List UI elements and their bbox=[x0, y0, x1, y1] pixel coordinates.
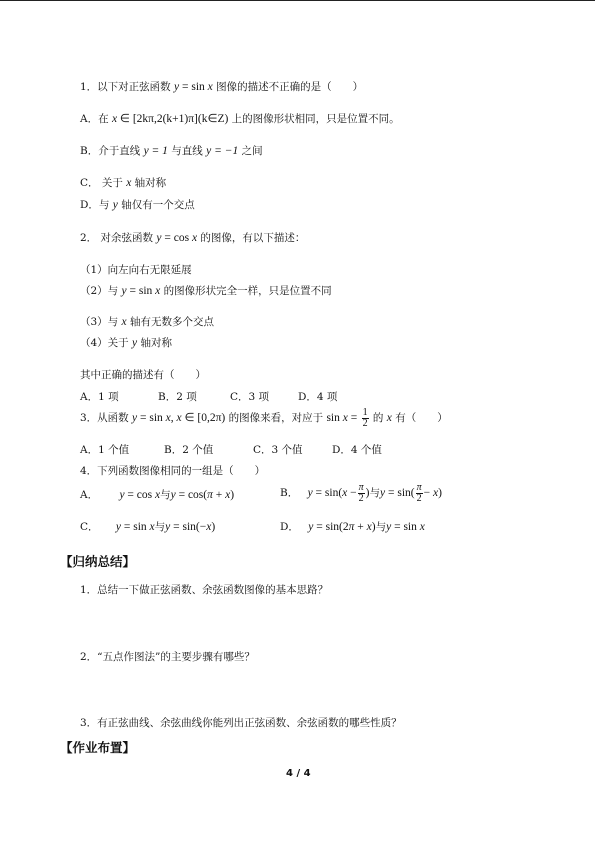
q3-stem-text-3: 的 bbox=[372, 412, 384, 424]
math-var: x bbox=[191, 232, 198, 244]
math-expr: y = 1 bbox=[143, 145, 168, 157]
item-text: （3）与 bbox=[80, 316, 119, 328]
q2-item-3 bbox=[80, 315, 214, 329]
q3-option-d: D．4 个值 bbox=[332, 444, 382, 456]
math-var: x bbox=[366, 521, 372, 533]
math-var: x bbox=[155, 285, 161, 297]
math-var: y bbox=[121, 285, 127, 297]
math-var: y bbox=[307, 487, 313, 499]
q2-question: 其中正确的描述有（ ） bbox=[80, 369, 206, 381]
option-label: B． bbox=[280, 487, 299, 499]
item-text: （4）关于 bbox=[80, 337, 129, 349]
math-const: π bbox=[348, 521, 355, 533]
q4-option-a: A． y = cos x与y = cos(π + x) bbox=[80, 489, 235, 501]
math-interval: [0,2π) bbox=[197, 412, 226, 424]
item-text: 轴有无数多个交点 bbox=[129, 316, 214, 328]
q1-option-b bbox=[80, 144, 263, 158]
page-number: 4 / 4 bbox=[286, 768, 311, 779]
math-var: x bbox=[121, 316, 127, 328]
math-var: y bbox=[119, 489, 125, 501]
q1-option-c bbox=[80, 176, 166, 190]
math-var: y bbox=[170, 489, 176, 501]
option-label: D．与 bbox=[80, 199, 110, 211]
math-var: x bbox=[126, 177, 132, 189]
summary-heading: 【归纳总结】 bbox=[60, 554, 136, 569]
math-var: y bbox=[112, 199, 118, 211]
math-const: π bbox=[207, 489, 213, 501]
q3-stem-text-2: 的图像来看，对应于 bbox=[228, 412, 324, 424]
math-var: x bbox=[342, 487, 348, 499]
q1-stem-text: 1．以下对正弦函数 bbox=[80, 81, 171, 93]
math-var: x bbox=[419, 521, 425, 533]
q2-stem-text-2: 的图像，有以下描述： bbox=[200, 232, 306, 244]
math-var: y bbox=[165, 521, 171, 533]
math-var: x bbox=[206, 521, 212, 533]
math-var: y bbox=[308, 521, 314, 533]
q1-option-a: A．在 x ∈ [2kπ,2(k+1)π](k∈Z) 上的图像形状相同，只是位置不同。 bbox=[80, 113, 400, 125]
q4-option-d: D． y = sin(2π + x)与y = sin x bbox=[280, 521, 425, 533]
option-label: A．在 bbox=[80, 113, 109, 125]
summary-item-3: 3．有正弦曲线、余弦曲线你能列出正弦函数、余弦函数的哪些性质？ bbox=[80, 717, 402, 729]
math-var: y bbox=[386, 521, 392, 533]
math-var: x bbox=[225, 489, 231, 501]
joiner-text: 与 bbox=[375, 521, 387, 533]
option-text: 之间 bbox=[241, 145, 263, 157]
item-text: 轴对称 bbox=[140, 337, 172, 349]
q1-stem-text-2: 图像的描述不正确的是（ ） bbox=[216, 81, 364, 93]
q2-option-a: A．1 项 bbox=[80, 391, 119, 403]
q4-option-c: C． y = sin x与y = sin(−x) bbox=[80, 521, 216, 533]
math-var: x bbox=[433, 487, 439, 499]
option-label: C． 关于 bbox=[80, 177, 123, 189]
joiner-text: 与 bbox=[154, 521, 166, 533]
item-text: 的图像形状完全一样，只是位置不同 bbox=[163, 285, 332, 297]
math-var: y bbox=[132, 412, 138, 424]
joiner-text: 与 bbox=[369, 487, 381, 499]
top-rule bbox=[0, 0, 595, 1]
q2-option-d: D．4 项 bbox=[298, 391, 338, 403]
fraction-one-half bbox=[362, 408, 369, 429]
item-text: （2）与 bbox=[80, 285, 119, 297]
option-label: A． bbox=[80, 489, 99, 501]
q2-option-b: B．2 项 bbox=[158, 391, 197, 403]
fraction-denominator: 2 bbox=[416, 492, 422, 504]
q3-stem-text: 3．从函数 bbox=[80, 412, 129, 424]
math-var: x bbox=[165, 412, 171, 424]
math-var: y bbox=[132, 337, 138, 349]
q1-stem: 1．以下对正弦函数 y = sin x 图像的描述不正确的是（ ） bbox=[80, 81, 364, 93]
math-var: x bbox=[386, 412, 392, 424]
q2-stem: 2． 对余弦函数 y = cos x 的图像，有以下描述： bbox=[80, 232, 306, 244]
q3-option-a: A．1 个值 bbox=[80, 444, 130, 456]
option-text: 与直线 bbox=[171, 145, 203, 157]
option-text: 上的图像形状相同，只是位置不同。 bbox=[231, 113, 400, 125]
math-var: x bbox=[149, 521, 155, 533]
homework-heading: 【作业布置】 bbox=[60, 740, 136, 755]
math-interval: [2kπ,2(k+1)π](k∈Z) bbox=[132, 113, 229, 125]
q2-item-1: （1）向左向右无限延展 bbox=[80, 264, 192, 276]
math-var: x bbox=[207, 81, 213, 93]
summary-item-2: 2．“五点作图法”的主要步骤有哪些？ bbox=[80, 651, 255, 663]
option-label: D． bbox=[280, 521, 299, 533]
q4-option-b: B． y = sin(x − $\frac{\pi}{2}$ )与y = sin( $\frac{\pi}{2}$ − x) bbox=[280, 481, 442, 504]
fraction-pi-over-2 bbox=[358, 483, 365, 504]
q3-stem: 3．从函数 y = sin x, x ∈ [0,2π) 的图像来看，对应于 sin x = $\frac{1}{2}$ 的 x 有（ ） bbox=[80, 406, 448, 429]
option-label: B．介于直线 bbox=[80, 145, 141, 157]
math-var: y bbox=[156, 232, 162, 244]
math-var: y bbox=[115, 521, 121, 533]
math-var: y bbox=[174, 81, 180, 93]
math-var: x bbox=[176, 412, 182, 424]
q1-option-d bbox=[80, 198, 195, 212]
q2-item-4 bbox=[80, 336, 172, 350]
math-var: y bbox=[380, 487, 386, 499]
fraction-numerator: π bbox=[358, 481, 364, 493]
option-label: C． bbox=[80, 521, 99, 533]
option-text: 轴对称 bbox=[134, 177, 167, 189]
q2-stem-text: 2． 对余弦函数 bbox=[80, 232, 154, 244]
summary-item-1: 1．总结一下做正弦函数、余弦函数图像的基本思路？ bbox=[80, 584, 329, 596]
math-var: x bbox=[111, 113, 118, 125]
q2-option-c: C．3 项 bbox=[230, 391, 270, 403]
fraction-numerator: π bbox=[416, 481, 422, 493]
q2-item-2: （2）与 y = sin x 的图像形状完全一样，只是位置不同 bbox=[80, 285, 332, 297]
fraction-numerator: 1 bbox=[362, 406, 368, 418]
math-var: x bbox=[342, 412, 348, 424]
math-var: x bbox=[155, 489, 161, 501]
joiner-text: 与 bbox=[160, 489, 171, 501]
math-expr: y = −1 bbox=[206, 145, 239, 157]
fraction-pi-over-2 bbox=[416, 483, 423, 504]
fraction-denominator: 2 bbox=[362, 417, 368, 429]
math-func: sin bbox=[326, 412, 340, 424]
option-text: 轴仅有一个交点 bbox=[121, 199, 195, 211]
q3-option-b: B．2 个值 bbox=[164, 444, 214, 456]
q3-stem-text-4: 有（ ） bbox=[395, 412, 448, 424]
q3-option-c: C．3 个值 bbox=[253, 444, 303, 456]
q4-stem: 4．下列函数图像相同的一组是（ ） bbox=[80, 465, 266, 477]
fraction-denominator: 2 bbox=[358, 492, 364, 504]
